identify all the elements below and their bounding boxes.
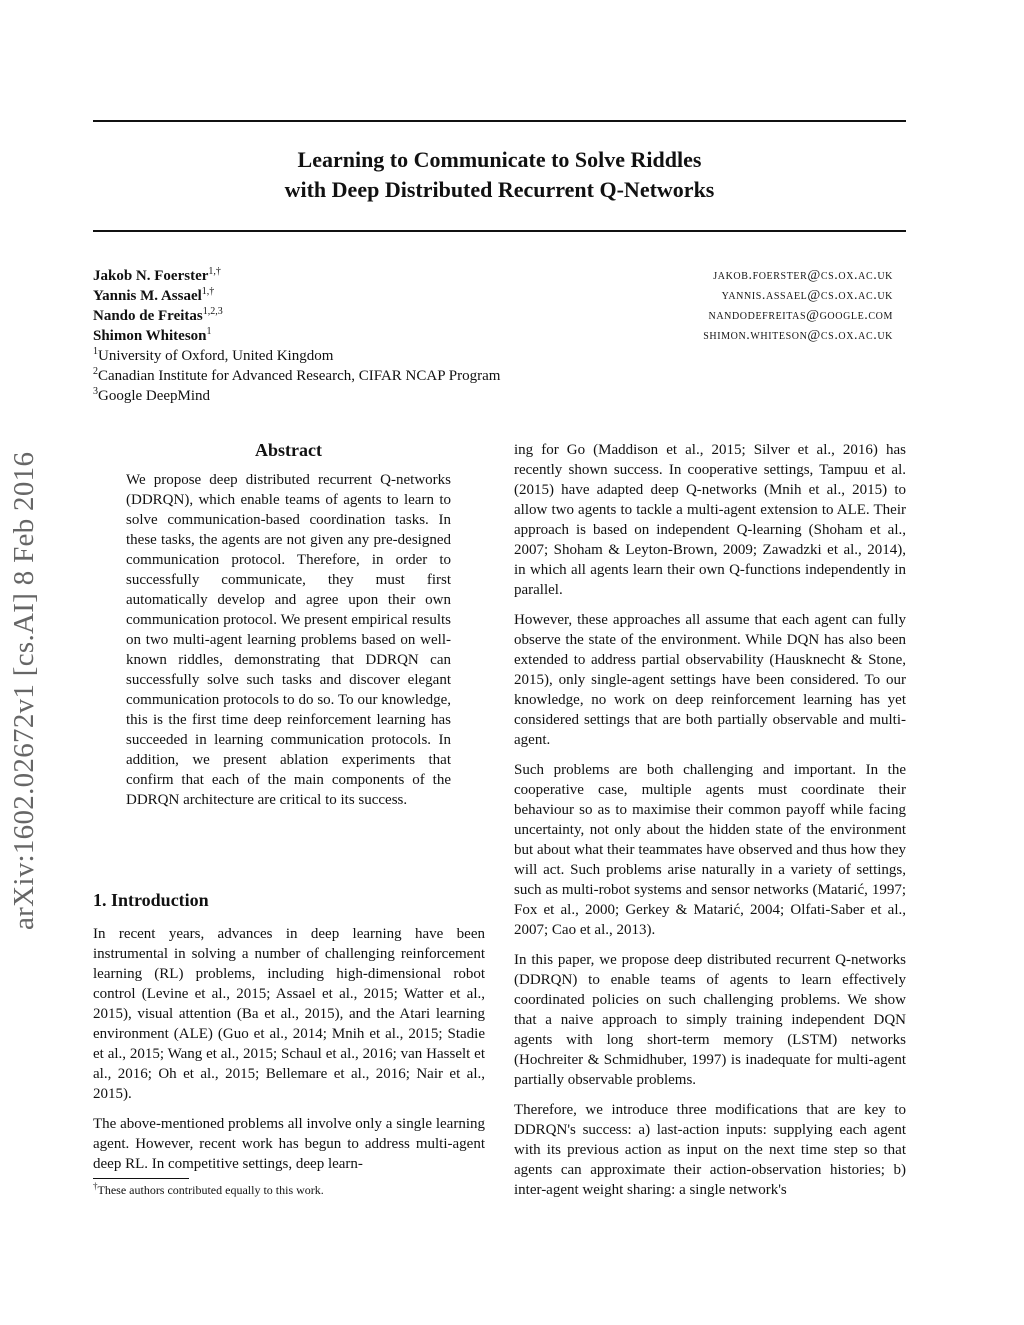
author-name: Shimon Whiteson	[93, 328, 207, 344]
title-rule-top	[93, 120, 906, 122]
paper-title	[93, 145, 906, 205]
right-column	[514, 440, 906, 1210]
author-row	[93, 266, 906, 286]
author-name: Nando de Freitas	[93, 308, 203, 324]
affiliation-text: University of Oxford, United Kingdom	[98, 348, 334, 364]
abstract-text: We propose deep distributed recurrent Q-networks (DDRQN), which enable teams of agents to learn to solve communication-based coordination tasks. In these tasks, the agents are not given any pre-designed communication protocol. Therefore, in order to successfully communicate, they must first automatically develop and agree upon their own communication protocol. We present empirical results on two multi-agent learning problems based on well-known riddles, demonstrating that DDRQN can successfully solve such tasks and discover elegant communication protocols to do so. To our knowledge, this is the first time deep reinforcement learning has succeeded in learning communication protocols. In addition, we present ablation experiments that confirm that each of the main components of the DDRQN architecture are critical to its success.	[126, 472, 451, 808]
footnote-rule	[93, 1178, 189, 1179]
affiliation-superscript: 2	[93, 366, 98, 377]
author-superscript: 1,2,3	[202, 306, 223, 317]
introduction-section	[93, 888, 485, 1184]
author-superscript: 1,†	[201, 286, 215, 297]
title-rule-bottom	[93, 230, 906, 232]
affiliation-superscript: 3	[93, 386, 98, 397]
author-row	[93, 286, 906, 306]
abstract-heading: Abstract	[255, 440, 322, 460]
affiliation	[93, 386, 906, 406]
footnote-marker: †	[93, 1181, 98, 1191]
author-row	[93, 326, 906, 346]
affiliation-superscript: 1	[93, 346, 98, 357]
paragraph: Therefore, we introduce three modifications that are key to DDRQN's success: a) last-action inputs: supplying each agent with its previous action as input on the next time step so that agents can approximate their action-observation histories; b) inter-agent weight sharing: a single network's	[514, 1102, 906, 1198]
arxiv-stamp: arXiv:1602.02672v1 [cs.AI] 8 Feb 2016	[8, 451, 40, 930]
footnote	[93, 1178, 485, 1198]
author-email[interactable]: nandodefreitas@google.com	[708, 308, 893, 323]
footnote-text: These authors contributed equally to this work.	[97, 1183, 324, 1197]
author-name: Jakob N. Foerster	[93, 268, 209, 284]
author-row	[93, 306, 906, 326]
paragraph: ing for Go (Maddison et al., 2015; Silver et al., 2016) has recently shown success. In cooperative settings, Tampuu et al. (2015) have adapted deep Q-networks (Mnih et al., 2015) to allow two agents to tackle a multi-agent extension to ALE. Their approach is based on independent Q-learning (Shoham et al., 2007; Shoham & Leyton-Brown, 2009; Zawadzki et al., 2014), in which all agents learn their own Q-functions independently in parallel.	[514, 442, 906, 598]
title-line-2: with Deep Distributed Recurrent Q-Networks	[284, 177, 715, 202]
affiliation	[93, 346, 906, 366]
paragraph: In this paper, we propose deep distributed recurrent Q-networks (DDRQN) to enable teams of agents to learn effectively coordinated policies on such challenging problems. We show that a naive approach to simply training independent DQN agents with long short-term memory (LSTM) networks (Hochreiter & Schmidhuber, 1997) is inadequate for multi-agent partially observable problems.	[514, 952, 906, 1088]
author-superscript: 1	[206, 326, 212, 337]
abstract	[126, 438, 451, 810]
paragraph: The above-mentioned problems all involve only a single learning agent. However, recent work has begun to address multi-agent deep RL. In competitive settings, deep learn-	[93, 1116, 485, 1172]
author-email[interactable]: yannis.assael@cs.ox.ac.uk	[721, 288, 893, 303]
affiliation	[93, 366, 906, 386]
paragraph: Such problems are both challenging and important. In the cooperative case, multiple agents must coordinate their behaviour so as to maximise their common payoff while facing uncertainty, not only about the hidden state of the environment but about what their teammates have observed and thus how they will act. Such problems arise naturally in a variety of settings, such as multi-robot systems and sensor networks (Matarić, 1997; Fox et al., 2000; Gerkey & Matarić, 2004; Olfati-Saber et al., 2007; Cao et al., 2013).	[514, 762, 906, 938]
title-line-1: Learning to Communicate to Solve Riddles	[297, 147, 702, 172]
affiliation-text: Google DeepMind	[98, 388, 211, 404]
author-superscript: 1,†	[208, 266, 221, 277]
section-heading: 1. Introduction	[93, 890, 209, 910]
author-name: Yannis M. Assael	[93, 288, 202, 304]
affiliation-text: Canadian Institute for Advanced Research, CIFAR NCAP Program	[98, 368, 501, 384]
author-email[interactable]: shimon.whiteson@cs.ox.ac.uk	[703, 328, 893, 343]
author-block	[93, 266, 906, 406]
author-email[interactable]: jakob.foerster@cs.ox.ac.uk	[713, 268, 893, 283]
paragraph: In recent years, advances in deep learning have been instrumental in solving a number of challenging reinforcement learning (RL) problems, including high-dimensional robot control (Levine et al., 2015; Assael et al., 2015; Watter et al., 2015), visual attention (Ba et al., 2015), and the Atari learning environment (ALE) (Guo et al., 2014; Mnih et al., 2015; Stadie et al., 2015; Wang et al., 2015; Schaul et al., 2016; van Hasselt et al., 2016; Oh et al., 2015; Bellemare et al., 2016; Nair et al., 2015).	[93, 926, 485, 1102]
paragraph: However, these approaches all assume that each agent can fully observe the state of the environment. While DQN has also been extended to address partial observability (Hausknecht & Stone, 2015), only single-agent settings have been considered. To our knowledge, no work on deep reinforcement learning has yet considered settings that are both partially observable and multi-agent.	[514, 612, 906, 748]
